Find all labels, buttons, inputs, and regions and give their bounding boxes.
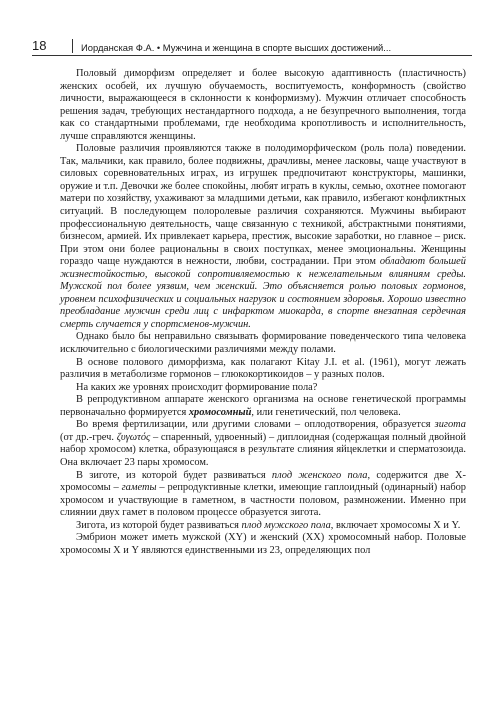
paragraph-7-tail: – спаренный, удвоенный) – диплоидная (содержащая полный двойной набор хромосом) клетка, образующаяся в результате слияния яйцеклетки и сперматозоида. Она включает 23 пары хромосом. bbox=[60, 431, 466, 468]
paragraph-9 bbox=[60, 520, 466, 533]
header-divider bbox=[72, 39, 73, 53]
body-text bbox=[60, 68, 466, 557]
page-number: 18 bbox=[32, 38, 47, 53]
running-header bbox=[32, 38, 472, 56]
paragraph-7-mid: (от др.-греч. bbox=[60, 431, 117, 443]
paragraph-8-mid: , содержится две Х-хромосомы – bbox=[60, 469, 466, 494]
running-title: Иорданская Ф.А. • Мужчина и женщина в спорте высших достижений... bbox=[81, 42, 392, 53]
paragraph-9-tail: , включает хромосомы Х и Y. bbox=[330, 519, 461, 531]
paragraph-7-text: Во время фертилизации, или другими словами – оплодотворения, образуется bbox=[76, 419, 435, 431]
paragraph-8-tail: – репродуктивные клетки, имеющие гаплоидный (одинарный) набор хромосом и участвующие в гаметном, в частности половом, размножении. Именно при слиянии двух гамет в половом процессе образуется зигота. bbox=[60, 482, 466, 519]
paragraph-4: В основе полового диморфизма, как полагают Kitay J.I. et al. (1961), могут лежать различия в метаболизме гормонов – глюкокортикоидов – у разных полов. bbox=[60, 356, 466, 381]
paragraph-8-italic: плод женского пола bbox=[271, 469, 368, 481]
paragraph-8-text: В зиготе, из которой будет развиваться bbox=[76, 469, 272, 481]
paragraph-6-text: В репродуктивном аппарате женского организма на основе генетической программы первоначально формируется bbox=[60, 394, 466, 418]
paragraph-5: На каких же уровнях происходит формирование пола? bbox=[76, 381, 318, 393]
paragraph-2 bbox=[60, 143, 466, 331]
paragraph-9-italic: плод мужского пола bbox=[241, 519, 331, 531]
paragraph-2-text: Половые различия проявляются также в полодиморфическом (роль пола) поведении. Так, мальчики, как правило, более подвижны, драчливы, менее ласковы, чаще участвуют в силовых соревновательных играх, из игрушек предпочитают конструкторы, машинки, оружие и т.п. Девочки же более спокойны, любят играть в куклы, семью, охотнее помогают матери по хозяйству, ухаживают за младшими детьми, как правило, избегают конфликтных ситуаций. В последующем полоролевые различия сохраняются. Мужчины выбирают профессиональную деятельность, чаще связанную с техникой, абстрактными понятиями, бизнесом, армией. Их привлекает карьера, престиж, высокие заработки, но главное – риск. При этом они более рациональны в своих поступках, менее эмоциональны. Женщины гораздо чаще нуждаются в нежности, любви, сострадании. При этом bbox=[60, 143, 466, 268]
paragraph-9-text: Зигота, из которой будет развиваться bbox=[76, 519, 242, 531]
paragraph-7 bbox=[60, 419, 466, 469]
paragraph-7-greek: ζυγωτός bbox=[116, 431, 151, 443]
paragraph-6-tail: , или генетический, пол человека. bbox=[251, 406, 401, 418]
paragraph-8-gametes: гаметы bbox=[121, 482, 157, 494]
paragraph-6 bbox=[60, 394, 466, 419]
paragraph-2-italic: обладают большей жизнестойкостью, высокой сопротивляемостью к нежелательным влияниям среды. Мужской пол более уязвим, чем женский. Это объясняется ролью половых гормонов, уровнем психофизических и социальных нагрузок и состоянием здоровья. Хорошо известно преобладание мужчин среди лиц с инфарктом миокарда, в спорте внезапная сердечная смерть случается у спортсменов-мужчин. bbox=[60, 256, 466, 330]
paragraph-8 bbox=[60, 470, 466, 520]
paragraph-10: Эмбрион может иметь мужской (XY) и женский (XX) хромосомный набор. Половые хромосомы X и Y являются единственными из 23, определяющих пол bbox=[60, 532, 466, 556]
paragraph-6-bold: хромосомный bbox=[188, 406, 252, 418]
paragraph-7-zygota: зигота bbox=[434, 419, 466, 431]
paragraph-3: Однако было бы неправильно связывать формирование поведенческого типа человека исключительно с биологическими различиями между полами. bbox=[60, 331, 466, 356]
paragraph-1: Половый диморфизм определяет и более высокую адаптивность (пластичность) женских особей, их лучшую обучаемость, воспитуемость, конформность (свойство личности, выражающееся в склонности к конформизму). Мужчин отличает способность решения задач, требующих нестандартного подхода, а не безупречного выполнения, тогда как со стандартными проблемами, где необходима кропотливость и исполнительность, лучше справляются женщины. bbox=[60, 68, 466, 142]
